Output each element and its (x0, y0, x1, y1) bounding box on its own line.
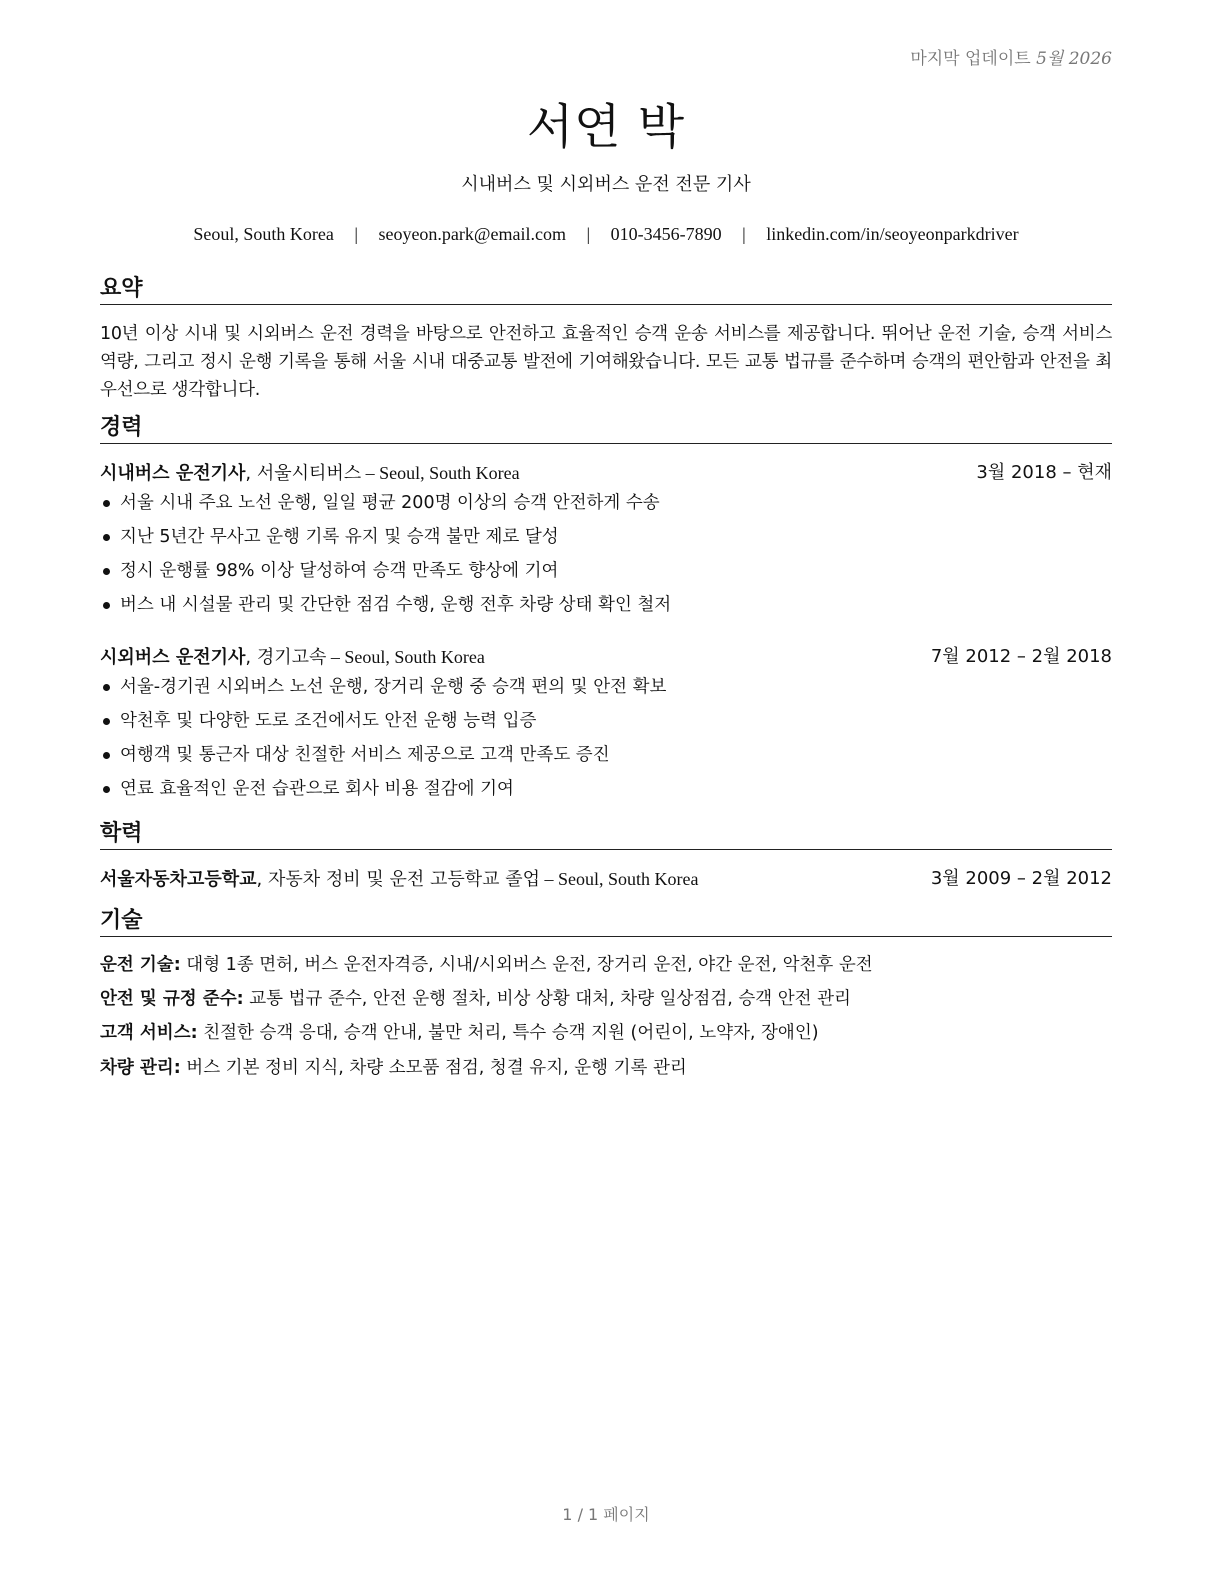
section-title-education: 학력 (100, 821, 1112, 850)
skill-value: 대형 1종 면허, 버스 운전자격증, 시내/시외버스 운전, 장거리 운전, 야간 운전, 악천후 운전 (186, 955, 873, 975)
contact-separator: | (742, 224, 746, 244)
skill-row (100, 951, 1112, 979)
section-title-summary: 요약 (100, 276, 1112, 305)
last-updated (910, 44, 1112, 69)
skill-label: 운전 기술: (100, 955, 181, 975)
list-item: 정시 운행률 98% 이상 달성하여 승객 만족도 향상에 기여 (100, 557, 1112, 591)
list-item: 악천후 및 다양한 도로 조건에서도 안전 운행 능력 입증 (100, 707, 1112, 741)
page-number: 1 / 1 페이지 (562, 1505, 650, 1524)
last-updated-label: 마지막 업데이트 (910, 49, 1031, 69)
candidate-headline: 시내버스 및 시외버스 운전 전문 기사 (461, 174, 751, 195)
job-dates: 7월 2012 – 2월 2018 (930, 646, 1112, 667)
last-updated-month: 5월 (1036, 49, 1064, 69)
skill-value: 버스 기본 정비 지식, 차량 소모품 점검, 청결 유지, 운행 기록 관리 (186, 1058, 687, 1078)
education-entry: 서울자동차고등학교, 자동차 정비 및 운전 고등학교 졸업 – Seoul, South Korea 3월 2009 – 2월 2012 (100, 866, 1112, 893)
list-item: 여행객 및 통근자 대상 친절한 서비스 제공으로 고객 만족도 증진 (100, 741, 1112, 775)
education-degree: 자동차 정비 및 운전 고등학교 졸업 (267, 869, 540, 890)
list-item: 연료 효율적인 운전 습관으로 회사 비용 절감에 기여 (100, 775, 1112, 809)
contact-separator: | (354, 224, 358, 244)
contact-line (100, 224, 1112, 245)
job-role: 시내버스 운전기사 (100, 463, 246, 484)
skill-label: 고객 서비스: (100, 1023, 198, 1043)
candidate-name: 서연 박 (526, 99, 686, 155)
skill-label: 안전 및 규정 준수: (100, 989, 244, 1009)
job-location: Seoul, South Korea (344, 647, 485, 667)
contact-location: Seoul, South Korea (193, 224, 334, 244)
skill-value: 친절한 승객 응대, 승객 안내, 불만 처리, 특수 승객 지원 (어린이, 노약자, 장애인) (203, 1023, 819, 1043)
section-title-experience: 경력 (100, 415, 1112, 444)
job-dates: 3월 2018 – 현재 (976, 462, 1112, 483)
job-bullets (100, 489, 1112, 625)
education-dates: 3월 2009 – 2월 2012 (930, 868, 1112, 889)
last-updated-year: 2026 (1068, 49, 1112, 69)
resume-page (100, 0, 1112, 1584)
job-header: 시외버스 운전기사, 경기고속 – Seoul, South Korea 7월 2012 – 2월 2018 (100, 644, 1112, 671)
list-item: 서울 시내 주요 노선 운행, 일일 평균 200명 이상의 승객 안전하게 수송 (100, 489, 1112, 523)
list-item: 지난 5년간 무사고 운행 기록 유지 및 승객 불만 제로 달성 (100, 523, 1112, 557)
job-location: Seoul, South Korea (379, 463, 520, 483)
skill-row (100, 985, 1112, 1013)
job-company: 경기고속 (256, 647, 327, 668)
job-role: 시외버스 운전기사 (100, 647, 246, 668)
skill-row (100, 1019, 1112, 1047)
skill-label: 차량 관리: (100, 1058, 181, 1078)
contact-phone: 010-3456-7890 (610, 224, 722, 244)
job-company: 서울시티버스 (256, 463, 362, 484)
job-bullets (100, 673, 1112, 809)
contact-linkedin[interactable]: linkedin.com/in/seoyeonparkdriver (766, 224, 1019, 244)
skill-value: 교통 법규 준수, 안전 운행 절차, 비상 상황 대처, 차량 일상점검, 승객 안전 관리 (249, 989, 851, 1009)
summary-text: 10년 이상 시내 및 시외버스 운전 경력을 바탕으로 안전하고 효율적인 승객 운송 서비스를 제공합니다. 뛰어난 운전 기술, 승객 서비스 역량, 그리고 정시 운행 기록을 통해 서울 시내 대중교통 발전에 기여해왔습니다. 모든 교통 법규를 준수하며 승객의 편안함과 안전을 최우선으로 생각합니다. (100, 324, 1112, 400)
list-item: 서울-경기권 시외버스 노선 운행, 장거리 운행 중 승객 편의 및 안전 확보 (100, 673, 1112, 707)
job-header: 시내버스 운전기사, 서울시티버스 – Seoul, South Korea 3월 2018 – 현재 (100, 460, 1112, 487)
contact-separator: | (586, 224, 591, 244)
skill-row (100, 1054, 1112, 1082)
contact-email[interactable]: seoyeon.park@email.com (378, 224, 566, 244)
list-item: 버스 내 시설물 관리 및 간단한 점검 수행, 운행 전후 차량 상태 확인 철저 (100, 591, 1112, 625)
education-location: Seoul, South Korea (558, 869, 699, 889)
section-title-skills: 기술 (100, 908, 1112, 937)
education-school: 서울자동차고등학교 (100, 869, 257, 890)
